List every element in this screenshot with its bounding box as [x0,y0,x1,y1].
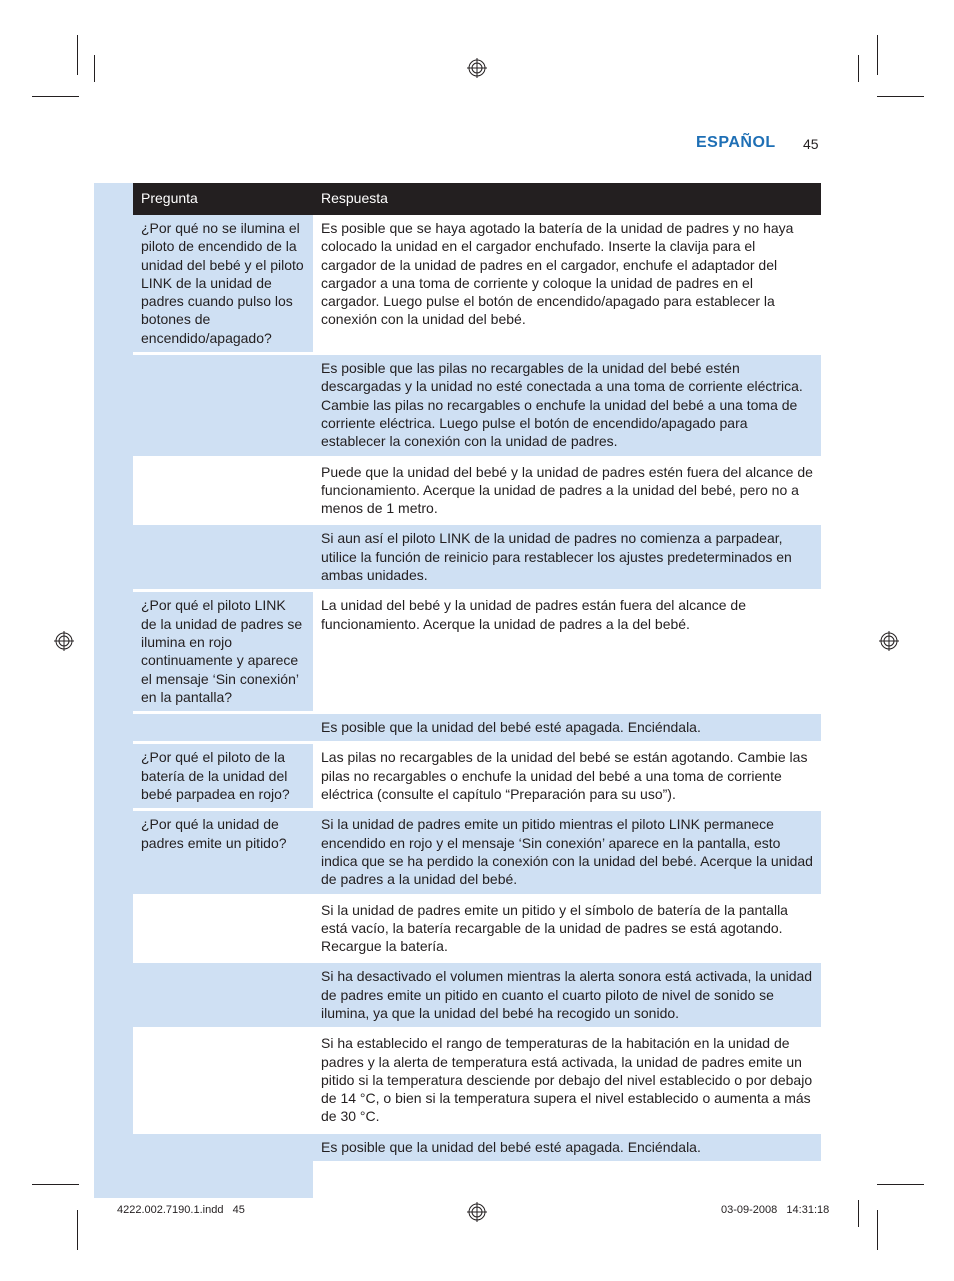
table-row [133,810,821,895]
registration-mark-icon [879,631,899,651]
table-header-row [133,183,821,215]
registration-mark-icon [467,1202,487,1222]
answer-cell: Si ha establecido el rango de temperaturas de la habitación en la unidad de padres y la alerta de temperatura está activada, la unidad de padres emite un pitido si la temperatura desciende por debajo del nivel establecido o por debajo de 14 °C, o bien si la temperatura supera el nivel establecido o aumenta a más de 30 °C. [313,1029,821,1132]
question-cell: ¿Por qué el piloto LINK de la unidad de padres se ilumina en rojo continuamente y aparece el mensaje ‘Sin conexión’ en la pantalla? [133,591,313,713]
registration-mark-icon [467,58,487,78]
answer-cell: Es posible que la unidad del bebé esté apagada. Enciéndala. [313,1132,821,1161]
table-row [133,895,821,962]
faq-table [133,183,821,1161]
crop-mark [94,55,95,82]
crop-mark [77,35,78,75]
crop-mark [858,1200,859,1227]
crop-mark [877,96,924,97]
answer-cell: Es posible que las pilas no recargables de la unidad del bebé estén descargadas y la unidad no esté conectada a una toma de corriente eléctrica. Cambie las pilas no recargables o enchufe la unidad del bebé a una toma de corriente eléctrica. Luego pulse el botón de encendido/apagado para establecer la conexión con la unidad de padres. [313,354,821,457]
crop-mark [858,55,859,82]
crop-mark [77,1210,78,1250]
crop-mark [32,1184,79,1185]
answer-cell: Si la unidad de padres emite un pitido y el símbolo de batería de la pantalla está vacío, la batería recargable de la unidad de padres se está agotando. Recargue la batería. [313,895,821,962]
answer-cell: Es posible que se haya agotado la batería de la unidad de padres y no haya colocado la unidad en el cargador enchufado. Inserte la clavija para el cargador de la unidad de padres en el cargador, enchufe el adaptador del cargador a una toma de corriente y coloque la unidad de padres en el cargador. Luego pulse el botón de encendido/apagado para establecer la conexión con la unidad del bebé. [313,215,821,354]
answer-cell: Si la unidad de padres emite un pitido mientras el piloto LINK permanece encendido en rojo y el mensaje ‘Sin conexión’ aparece en la pantalla, esto indica que se ha perdido la conexión con la unidad del bebé. Acerque la unidad de padres a la unidad del bebé. [313,810,821,895]
answer-cell: Las pilas no recargables de la unidad del bebé se están agotando. Cambie las pilas no recargables o enchufe la unidad del bebé a una toma de corriente eléctrica (consulte el capítulo “Preparación para su uso”). [313,743,821,810]
question-cell: ¿Por qué el piloto de la batería de la unidad del bebé parpadea en rojo? [133,743,313,810]
crop-mark [877,1210,878,1250]
answer-cell: Si aun así el piloto LINK de la unidad de padres no comienza a parpadear, utilice la función de reinicio para restablecer los ajustes predeterminados en ambas unidades. [313,524,821,591]
crop-mark [32,96,79,97]
answer-cell: Si ha desactivado el volumen mientras la alerta sonora está activada, la unidad de padres emite un pitido en cuanto el cuarto piloto de nivel de sonido se ilumina, ya que la unidad del bebé ha recogido un sonido. [313,962,821,1029]
section-language: ESPAÑOL [696,134,776,151]
table-row [133,524,821,591]
crop-mark [877,1184,924,1185]
page-number: 45 [803,136,819,152]
answer-cell: Puede que la unidad del bebé y la unidad de padres estén fuera del alcance de funcionamiento. Acerque la unidad de padres a la unidad del bebé, pero no a menos de 1 metro. [313,457,821,524]
question-cell: ¿Por qué la unidad de padres emite un pitido? [133,810,313,895]
question-cell: ¿Por qué no se ilumina el piloto de encendido de la unidad del bebé y el piloto LINK de la unidad de padres cuando pulso los botones de encendido/apagado? [133,215,313,354]
crop-mark [877,35,878,75]
answer-cell: Es posible que la unidad del bebé esté apagada. Enciéndala. [313,713,821,743]
table-row [133,457,821,524]
table-row [133,1132,821,1161]
question-cell [133,962,313,1029]
table-row [133,1029,821,1132]
question-cell [133,457,313,524]
question-cell [133,524,313,591]
table-row [133,962,821,1029]
footer-datetime: 03-09-2008 14:31:18 [721,1204,830,1216]
table-row [133,743,821,810]
question-cell [133,713,313,743]
table-row [133,354,821,457]
column-header-question: Pregunta [133,183,313,215]
column-header-answer: Respuesta [313,183,821,215]
question-cell [133,895,313,962]
registration-mark-icon [54,631,74,651]
question-cell [133,354,313,457]
table-row [133,591,821,713]
question-cell [133,1029,313,1132]
question-cell [133,1132,313,1161]
footer-file-info: 4222.002.7190.1.indd 45 [117,1204,245,1216]
table-row [133,713,821,743]
table-row [133,215,821,354]
answer-cell: La unidad del bebé y la unidad de padres están fuera del alcance de funcionamiento. Acerque la unidad de padres a la del bebé. [313,591,821,713]
